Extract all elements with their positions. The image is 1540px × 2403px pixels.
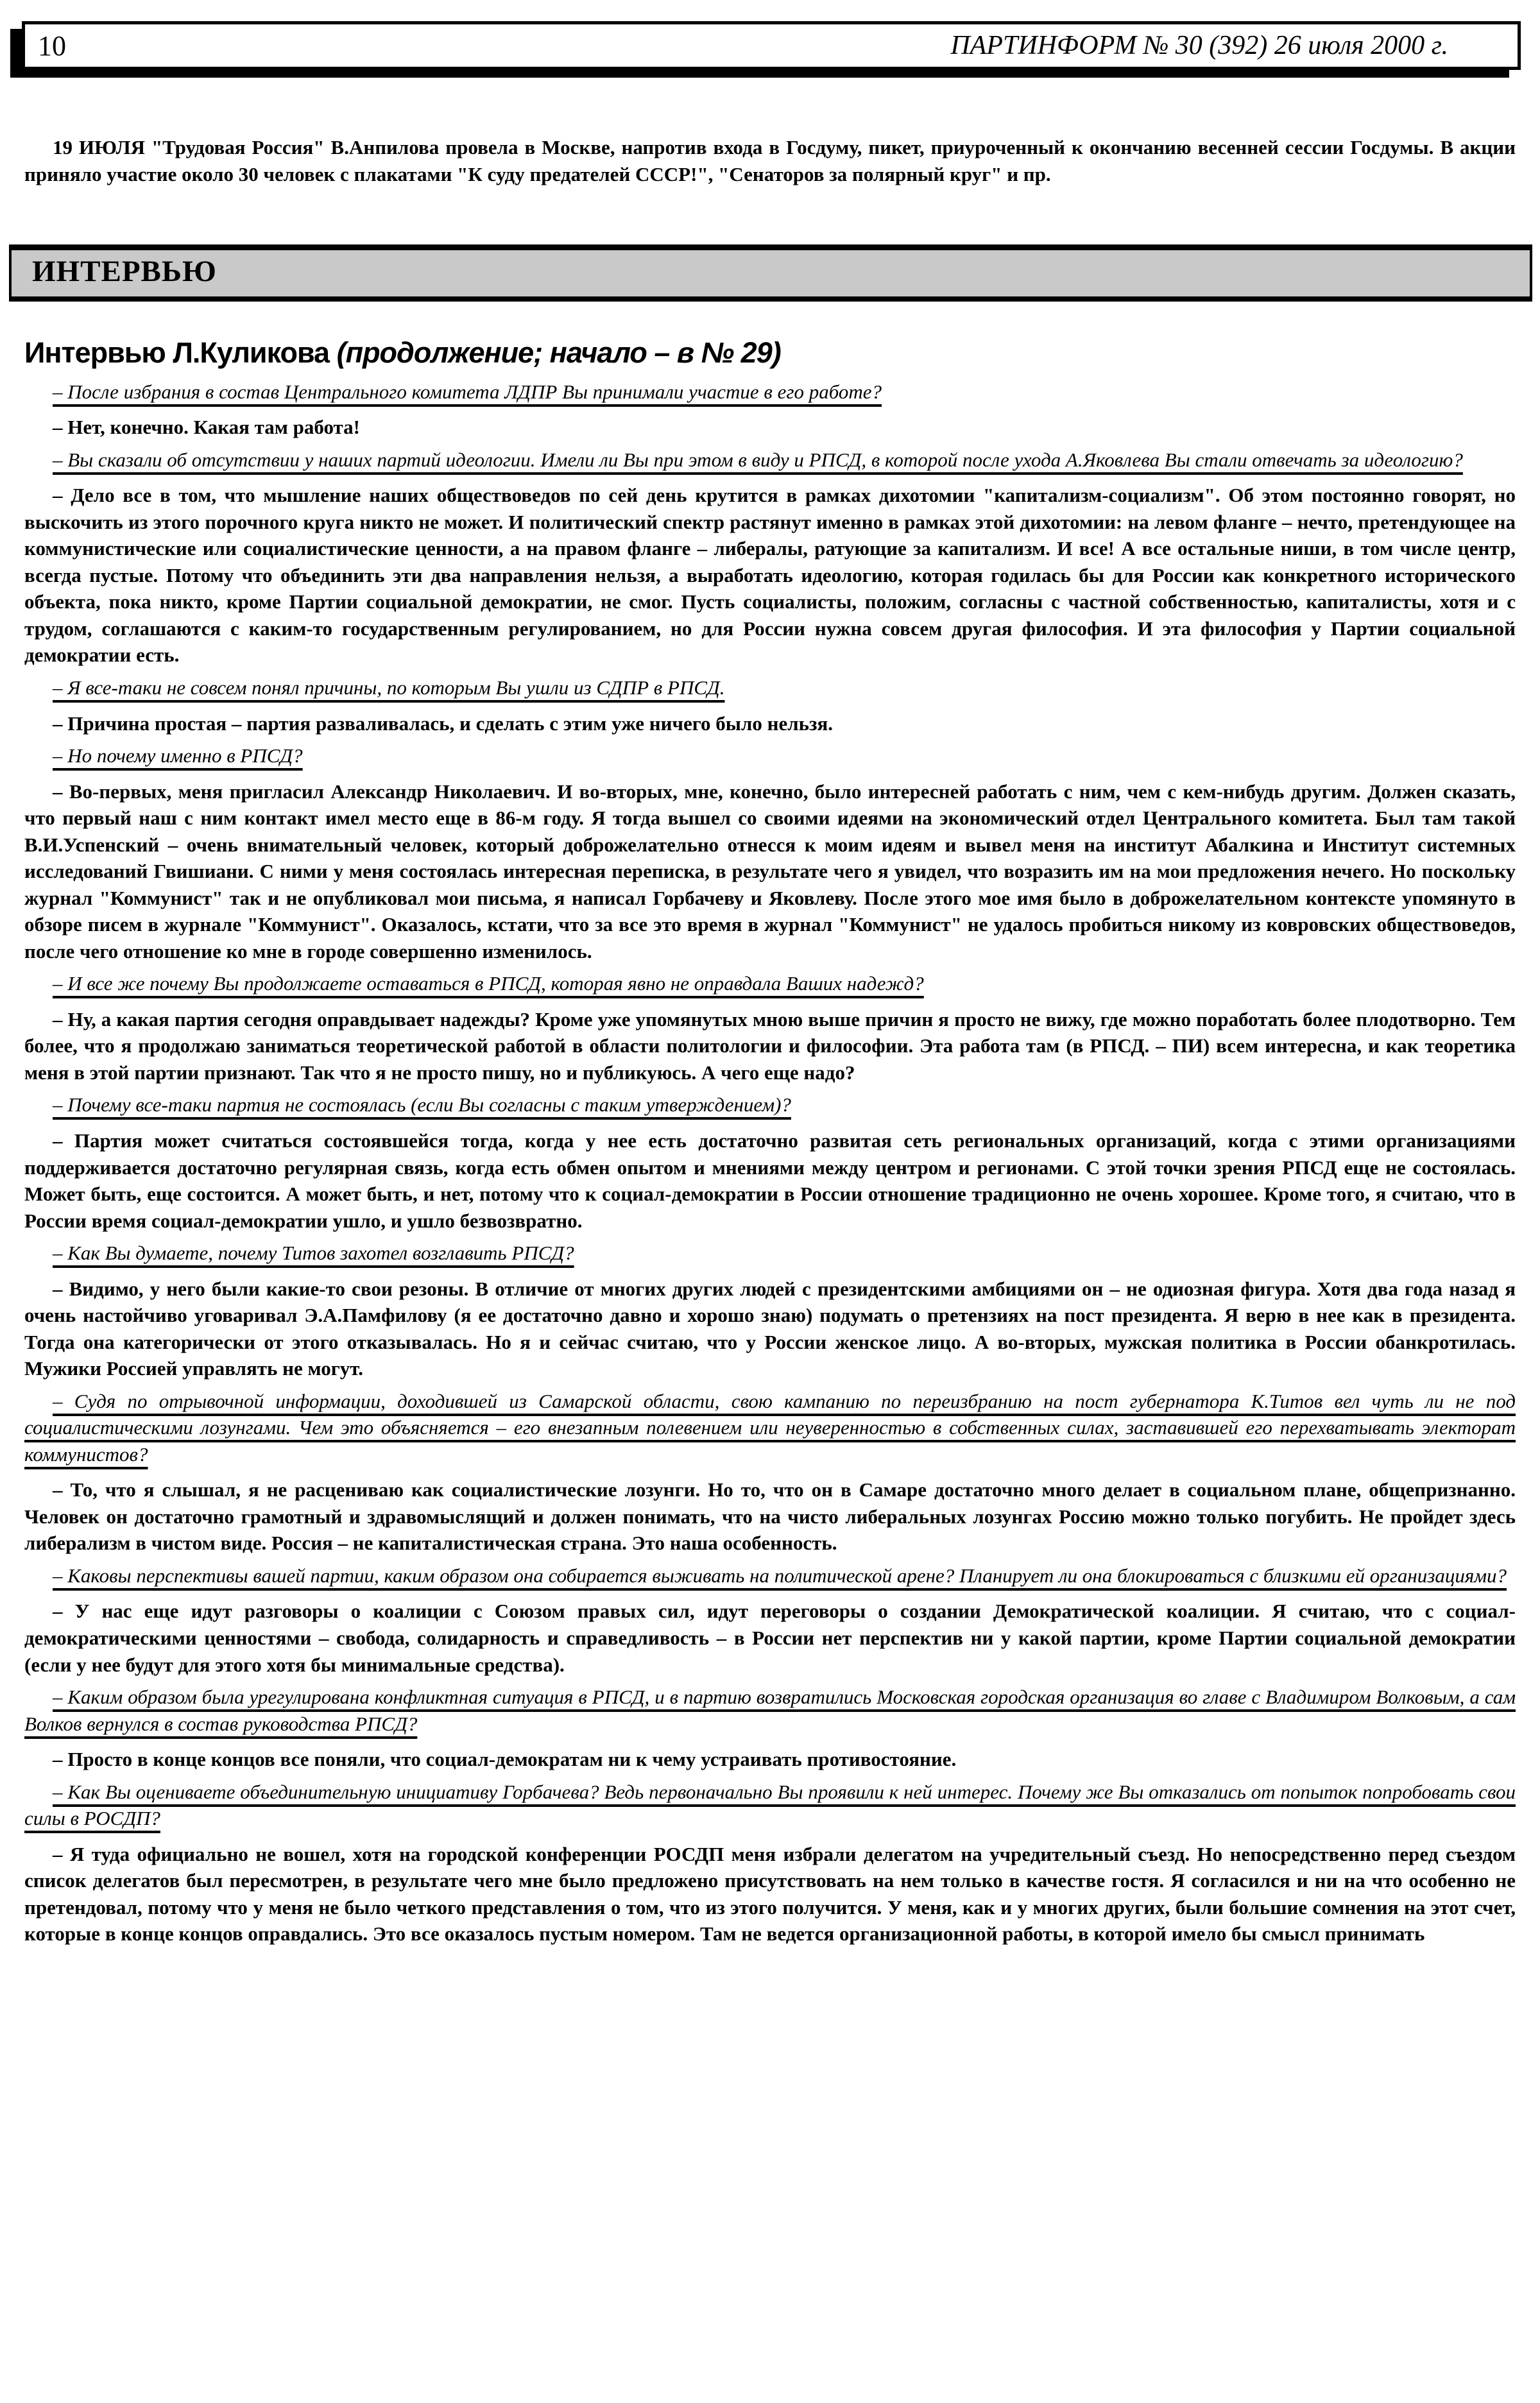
- interview-title-main: Интервью Л.Куликова: [24, 336, 337, 369]
- interview-question: – И все же почему Вы продолжаете оставаться в РПСД, которая явно не оправдала Ваших надежд?: [53, 972, 924, 995]
- interview-answer: – То, что я слышал, я не расцениваю как социалистические лозунги. Но то, что он в Самаре достаточно много делает в социальном плане, общепризнанно. Человек он достаточно грамотный и здравомыслящий и должен понимать, что на чисто либеральных лозунгах Россию можно только погубить. Не пройдет здесь либерализм в чистом виде. Россия – не капиталистическая страна. Это наша особенность.: [24, 1478, 1516, 1555]
- interview-answer: – Партия может считаться состоявшейся тогда, когда у нее есть достаточно развитая сеть региональных организаций, когда с этими организациями поддерживается достаточно регулярная связь, когда есть обмен опытом и мнениями между центром и регионами. С этой точки зрения РПСД еще не состоялась. Может быть, еще состоится. А может быть, и нет, потому что к социал-демократии в России отношение традиционно не очень хорошее. Кроме того, я считаю, что в России время социал-демократии ушло, и ушло безвозвратно.: [24, 1129, 1516, 1232]
- interview-content: [0, 336, 1540, 1947]
- interview-answer: – Нет, конечно. Какая там работа!: [53, 416, 360, 439]
- section-header-interview: ИНТЕРВЬЮ: [9, 244, 1532, 302]
- interview-answer: – Во-первых, меня пригласил Александр Николаевич. И во-вторых, мне, конечно, было интересней работать с ним, чем с кем-нибудь другим. Должен сказать, что первый наш с ним контакт имел место еще в 86-м году. Я тогда вышел со своими идеями на экономический отдел Центрального комитета. Был там такой В.И.Успенский – очень внимательный человек, который доброжелательно отнесся к моим идеям и вывел меня на институт Абалкина и Институт системных исследований Гвишиани. С ними у меня состоялась интересная переписка, в результате чего я увидел, что возразить им на мои предложения нечего. Но поскольку журнал "Коммунист" так и не опубликовал мои письма, я написал Горбачеву и Яковлеву. После этого мое имя было в доброжелательном контексте упомянуто в обзоре писем в журнале "Коммунист". Оказалось, кстати, что за все это время в журнал "Коммунист" не удалось пробиться никому из ковровских обществоведов, после чего отношение ко мне в городе совершенно изменилось.: [24, 780, 1516, 962]
- interview-answer: – Причина простая – партия разваливалась, и сделать с этим уже ничего было нельзя.: [53, 712, 834, 735]
- interview-question: – Как Вы думаете, почему Титов захотел возглавить РПСД?: [53, 1242, 574, 1265]
- page-number: 10: [38, 30, 66, 62]
- interview-answer: – У нас еще идут разговоры о коалиции с Союзом правых сил, идут переговоры о создании Демократической коалиции. Я считаю, что с социал-демократическими ценностями – свобода, солидарность и справедливость – в России нет перспектив ни у какой партии, кроме Партии социальной демократии (если у нее будут для этого хотя бы минимальные средства).: [24, 1600, 1516, 1676]
- news-lead-paragraph: 19 ИЮЛЯ "Трудовая Россия" В.Анпилова провела в Москве, напротив входа в Госдуму, пикет, приуроченный к окончанию весенней сессии Госдумы. В акции приняло участие около 30 человек с плакатами "К суду предателей СССР!", "Сенаторов за полярный круг" и пр.: [24, 136, 1516, 185]
- interview-question: – Вы сказали об отсутствии у наших партий идеологии. Имели ли Вы при этом в виду и РПСД, в которой после ухода А.Яковлева Вы стали отвечать за идеологию?: [53, 448, 1463, 471]
- interview-answer: – Я туда официально не вошел, хотя на городской конференции РОСДП меня избрали делегатом на учредительный съезд. Но непосредственно перед съездом список делегатов был пересмотрен, в результате чего мне было предложено присутствовать на нем только в качестве гостя. Я согласился и ни на что особенно не претендовал, потому что у меня не было четкого представления о том, что из этого получится. У меня, как и у многих других, были большие сомнения на этот счет, которые в конце концов оправдались. Это все оказалось пустым номером. Там не ведется организационной работы, в которой имело бы смысл принимать: [24, 1842, 1516, 1945]
- interview-title: [24, 336, 1516, 370]
- interview-answer: – Ну, а какая партия сегодня оправдывает надежды? Кроме уже упомянутых мною выше причин я просто не вижу, где можно поработать более плодотворно. Тем более, что я продолжаю заниматься теоретической работой в области политологии и философии. Эта работа там (в РПСД. – ПИ) всем интересна, и как теоретика меня в этой партии признают. Так что я не просто пишу, но и публикуюсь. А чего еще надо?: [24, 1007, 1516, 1084]
- interview-title-note: (продолжение; начало – в № 29): [336, 336, 781, 369]
- interview-answer: – Дело все в том, что мышление наших обществоведов по сей день крутится в рамках дихотомии "капитализм-социализм". Об этом постоянно говорят, но выскочить из этого порочного круга никто не может. И политический спектр растянут именно в рамках этой дихотомии: на левом фланге – нечто, претендующее на коммунистические или социалистические ценности, а на правом фланге – либералы, ратующие за капитализм. И все! А все остальные ниши, в том числе центр, всегда пустые. Потому что объединить эти два направления нельзя, а выработать идеологию, которая годилась бы для России как конкретного исторического объекта, пока никто, кроме Партии социальной демократии, не смог. Пусть социалисты, положим, согласны с частной собственностью, капиталисты, хотя и с трудом, соглашаются с каким-то государственным регулированием, но для России нужна совсем другая философия. И эта философия у Партии социальной демократии есть.: [24, 484, 1516, 667]
- newsletter-title: ПАРТИНФОРМ № 30 (392) 26 июля 2000 г.: [950, 31, 1448, 60]
- interview-answer: – Видимо, у него были какие-то свои резоны. В отличие от многих других людей с президентскими амбициями он – не одиозная фигура. Хотя два года назад я очень настойчиво уговаривал Э.А.Памфилову (я ее достаточно давно и хорошо знаю) подумать о претензиях на пост президента. Я верю в нее как в президента. Тогда она категорически от этого отказывалась. Но я и сейчас считаю, что у России женское лицо. А во-вторых, мужская политика в России обанкротилась. Мужики Россией управлять не могут.: [24, 1277, 1516, 1380]
- interview-question: – Я все-таки не совсем понял причины, по которым Вы ушли из СДПР в РПСД.: [53, 676, 725, 699]
- interview-question: – Почему все-таки партия не состоялась (если Вы согласны с таким утверждением)?: [53, 1093, 791, 1116]
- interview-question: – Каковы перспективы вашей партии, каким образом она собирается выживать на политической арене? Планирует ли она блокироваться с близкими ей организациями?: [53, 1564, 1507, 1587]
- interview-question: – После избрания в состав Центрального комитета ЛДПР Вы принимали участие в его работе?: [53, 380, 882, 403]
- page-content: [0, 134, 1540, 188]
- interview-answer: – Просто в конце концов все поняли, что социал-демократам ни к чему устраивать противостояние.: [53, 1748, 957, 1771]
- page-header: [22, 21, 1521, 70]
- interview-question: – Судя по отрывочной информации, доходившей из Самарской области, свою кампанию по переизбранию на пост губернатора К.Титов вел чуть ли не под социалистическими лозунгами. Чем это объясняется – его внезапным полевением или неуверенностью в собственных силах, заставившей его перехватывать электорат коммунистов?: [24, 1389, 1516, 1466]
- interview-qa-list: [24, 379, 1516, 1947]
- interview-question: – Как Вы оцениваете объединительную инициативу Горбачева? Ведь первоначально Вы проявили к ней интерес. Почему же Вы отказались от попыток попробовать свои силы в РОСДП?: [24, 1780, 1516, 1830]
- interview-question: – Но почему именно в РПСД?: [53, 744, 303, 767]
- interview-question: – Каким образом была урегулирована конфликтная ситуация в РПСД, и в партию возвратились Московская городская организация во главе с Владимиром Волковым, а сам Волков вернулся в состав руководства РПСД?: [24, 1686, 1516, 1735]
